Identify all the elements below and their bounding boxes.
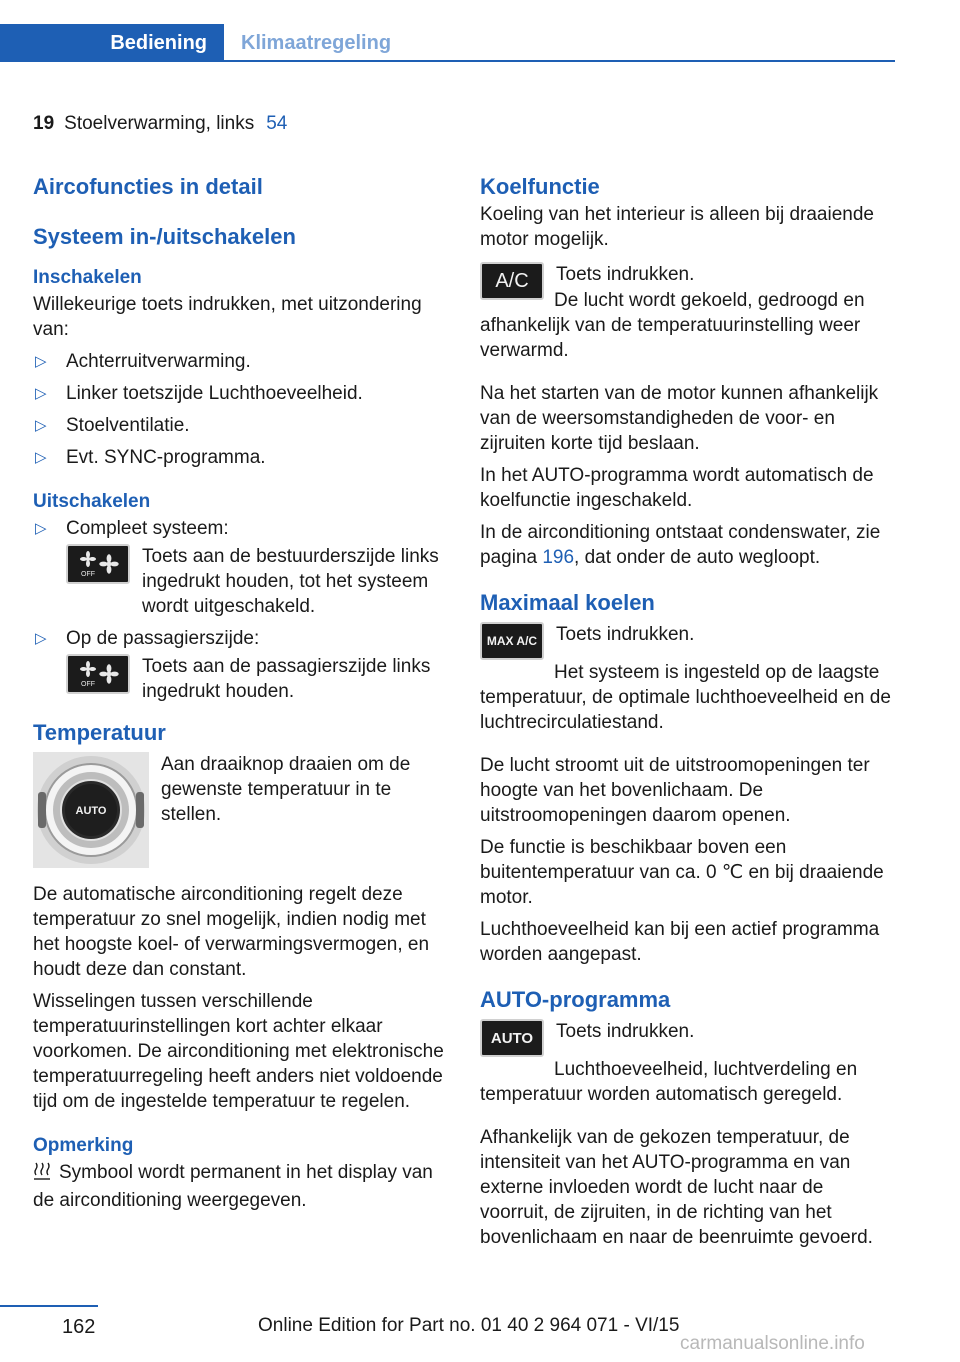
on-heading: Inschakelen — [33, 267, 142, 288]
cool-intro: Koeling van het interieur is alleen bij draaiende motor mogelijk. — [480, 204, 874, 250]
cool-p2: In het AUTO-programma wordt automatisch de koelfunctie ingeschakeld. — [480, 465, 874, 511]
ac-button[interactable]: A/C — [480, 262, 544, 300]
cool-p3: In de airconditioning ontstaat condenswater, zie pagina 196, dat onder de auto wegloopt. — [480, 522, 881, 568]
temp-p2: Wisselingen tussen verschillende temperatuurinstellingen kort achter elkaar voorkomen. De airconditioning met elektronische temperatuurregeling heeft anders niet voldoende tijd om de ingestelde temperatuur te regelen. — [33, 991, 444, 1112]
triangle-bullet-icon: ▷ — [35, 385, 47, 402]
note-heading: Opmerking — [33, 1135, 134, 1156]
legend-item — [33, 111, 287, 137]
max-p2: De functie is beschikbaar boven een buitentemperatuur van ca. 0 ℃ en bij draaiende motor. — [480, 837, 884, 908]
edition-text: Online Edition for Part no. 01 40 2 964 071 - VI/15 — [258, 1315, 680, 1336]
temp-heading: Temperatuur — [33, 720, 166, 745]
legend-page-link[interactable]: 54 — [266, 113, 288, 134]
max-row — [480, 622, 896, 660]
off-heading: Uitschakelen — [33, 491, 151, 512]
note-text: Symbool wordt permanent in het display van de airconditioning weergegeven. — [33, 1162, 433, 1211]
triangle-bullet-icon: ▷ — [35, 630, 47, 647]
triangle-bullet-icon: ▷ — [35, 353, 47, 370]
watermark-text: carmanualsonline.info — [680, 1333, 865, 1354]
footer-divider — [0, 1305, 98, 1307]
auto-text: Luchthoeveelheid, luchtverdeling en temperatuur worden automatisch geregeld. — [480, 1059, 858, 1105]
triangle-bullet-icon: ▷ — [35, 417, 47, 434]
ac-text: De lucht wordt gekoeld, gedroogd en afhankelijk van de temperatuurinstelling weer verwarmd. — [480, 290, 865, 361]
off-fan-key-icon — [66, 654, 130, 694]
max-ac-button[interactable]: MAX A/C — [480, 622, 544, 660]
list-item: ▷ Evt. SYNC-programma. — [35, 447, 266, 468]
tab-klimaatregeling[interactable]: Klimaatregeling — [241, 32, 392, 54]
max-text: Het systeem is ingesteld op de laagste temperatuur, de optimale luchthoeveelheid en de luchtrecirculatiestand. — [480, 662, 891, 733]
list-item: ▷ Op de passagierszijde: OFF Toets aan de passagierszijde links ingedrukt houden. — [33, 626, 449, 704]
off-driver-text: Toets aan de bestuurderszijde links ingedrukt houden, tot het systeem wordt uitgeschakeld. — [142, 546, 439, 617]
list-item: ▷ Compleet systeem: OFF Toets aan de bestuurderszijde links ingedrukt houden, tot het systeem wordt uitgeschakeld. — [33, 516, 449, 619]
section-title: Aircofuncties in detail — [33, 174, 263, 199]
tab-bediening[interactable]: Bediening — [0, 24, 224, 62]
triangle-bullet-icon: ▷ — [35, 449, 47, 466]
auto-press-text: Toets indrukken. — [556, 1021, 695, 1042]
auto-p1: Afhankelijk van de gekozen temperatuur, de intensiteit van het AUTO-programma en van externe invloeden wordt de lucht naar de voorruit, de zijruiten, in de richting van het bovenlichaam en naar de beenruimte gevoerd. — [480, 1127, 873, 1248]
legend-number: 19 — [33, 113, 55, 134]
list-item: ▷ Linker toetszijde Luchthoeveelheid. — [35, 383, 363, 404]
left-column — [33, 172, 449, 1220]
temp-row — [33, 752, 449, 868]
max-p3: Luchthoeveelheid kan bij een actief programma worden aangepast. — [480, 919, 880, 965]
legend-label: Stoelverwarming, links — [64, 113, 255, 134]
temperature-knob-icon — [33, 752, 149, 868]
auto-row — [480, 1019, 896, 1057]
off-fan-key-icon — [66, 544, 130, 584]
max-press-text: Toets indrukken. — [556, 624, 695, 645]
triangle-bullet-icon: ▷ — [35, 520, 47, 537]
page-196-link[interactable]: 196 — [542, 547, 575, 568]
cool-p1: Na het starten van de motor kunnen afhankelijk van de weersomstandigheden de voor- en zijruiten korte tijd beslaan. — [480, 383, 879, 454]
max-p1: De lucht stroomt uit de uitstroomopeningen ter hoogte van het bovenlichaam. De uitstroomopeningen daarom openen. — [480, 755, 870, 826]
right-column — [480, 172, 896, 1257]
temp-p1: De automatische airconditioning regelt deze temperatuur zo snel mogelijk, indien nodig met het hoogste koel- of verwarmingsvermogen, en houdt deze dan constant. — [33, 884, 430, 980]
temp-text: Aan draaiknop draaien om de gewenste temperatuur in te stellen. — [161, 754, 411, 825]
svg-text:OFF: OFF — [81, 681, 95, 688]
header-bar — [0, 24, 895, 62]
on-list — [33, 349, 449, 470]
windshield-heat-icon — [33, 1161, 51, 1188]
list-item: ▷ Achterruitverwarming. — [35, 351, 251, 372]
svg-text:AUTO: AUTO — [75, 805, 107, 817]
auto-heading: AUTO-programma — [480, 987, 671, 1012]
page-number: 162 — [62, 1316, 96, 1338]
auto-button[interactable]: AUTO — [480, 1019, 544, 1057]
section-subtitle: Systeem in-/uitschakelen — [33, 224, 296, 249]
off-passenger-text: Toets aan de passagierszijde links ingedrukt houden. — [142, 656, 431, 702]
cool-heading: Koelfunctie — [480, 174, 600, 199]
ac-press-text: Toets indrukken. — [556, 264, 695, 285]
off-list — [33, 516, 449, 704]
svg-text:OFF: OFF — [81, 571, 95, 578]
max-heading: Maximaal koelen — [480, 590, 655, 615]
on-text: Willekeurige toets indrukken, met uitzondering van: — [33, 294, 422, 340]
list-item: ▷ Stoelventilatie. — [35, 415, 190, 436]
